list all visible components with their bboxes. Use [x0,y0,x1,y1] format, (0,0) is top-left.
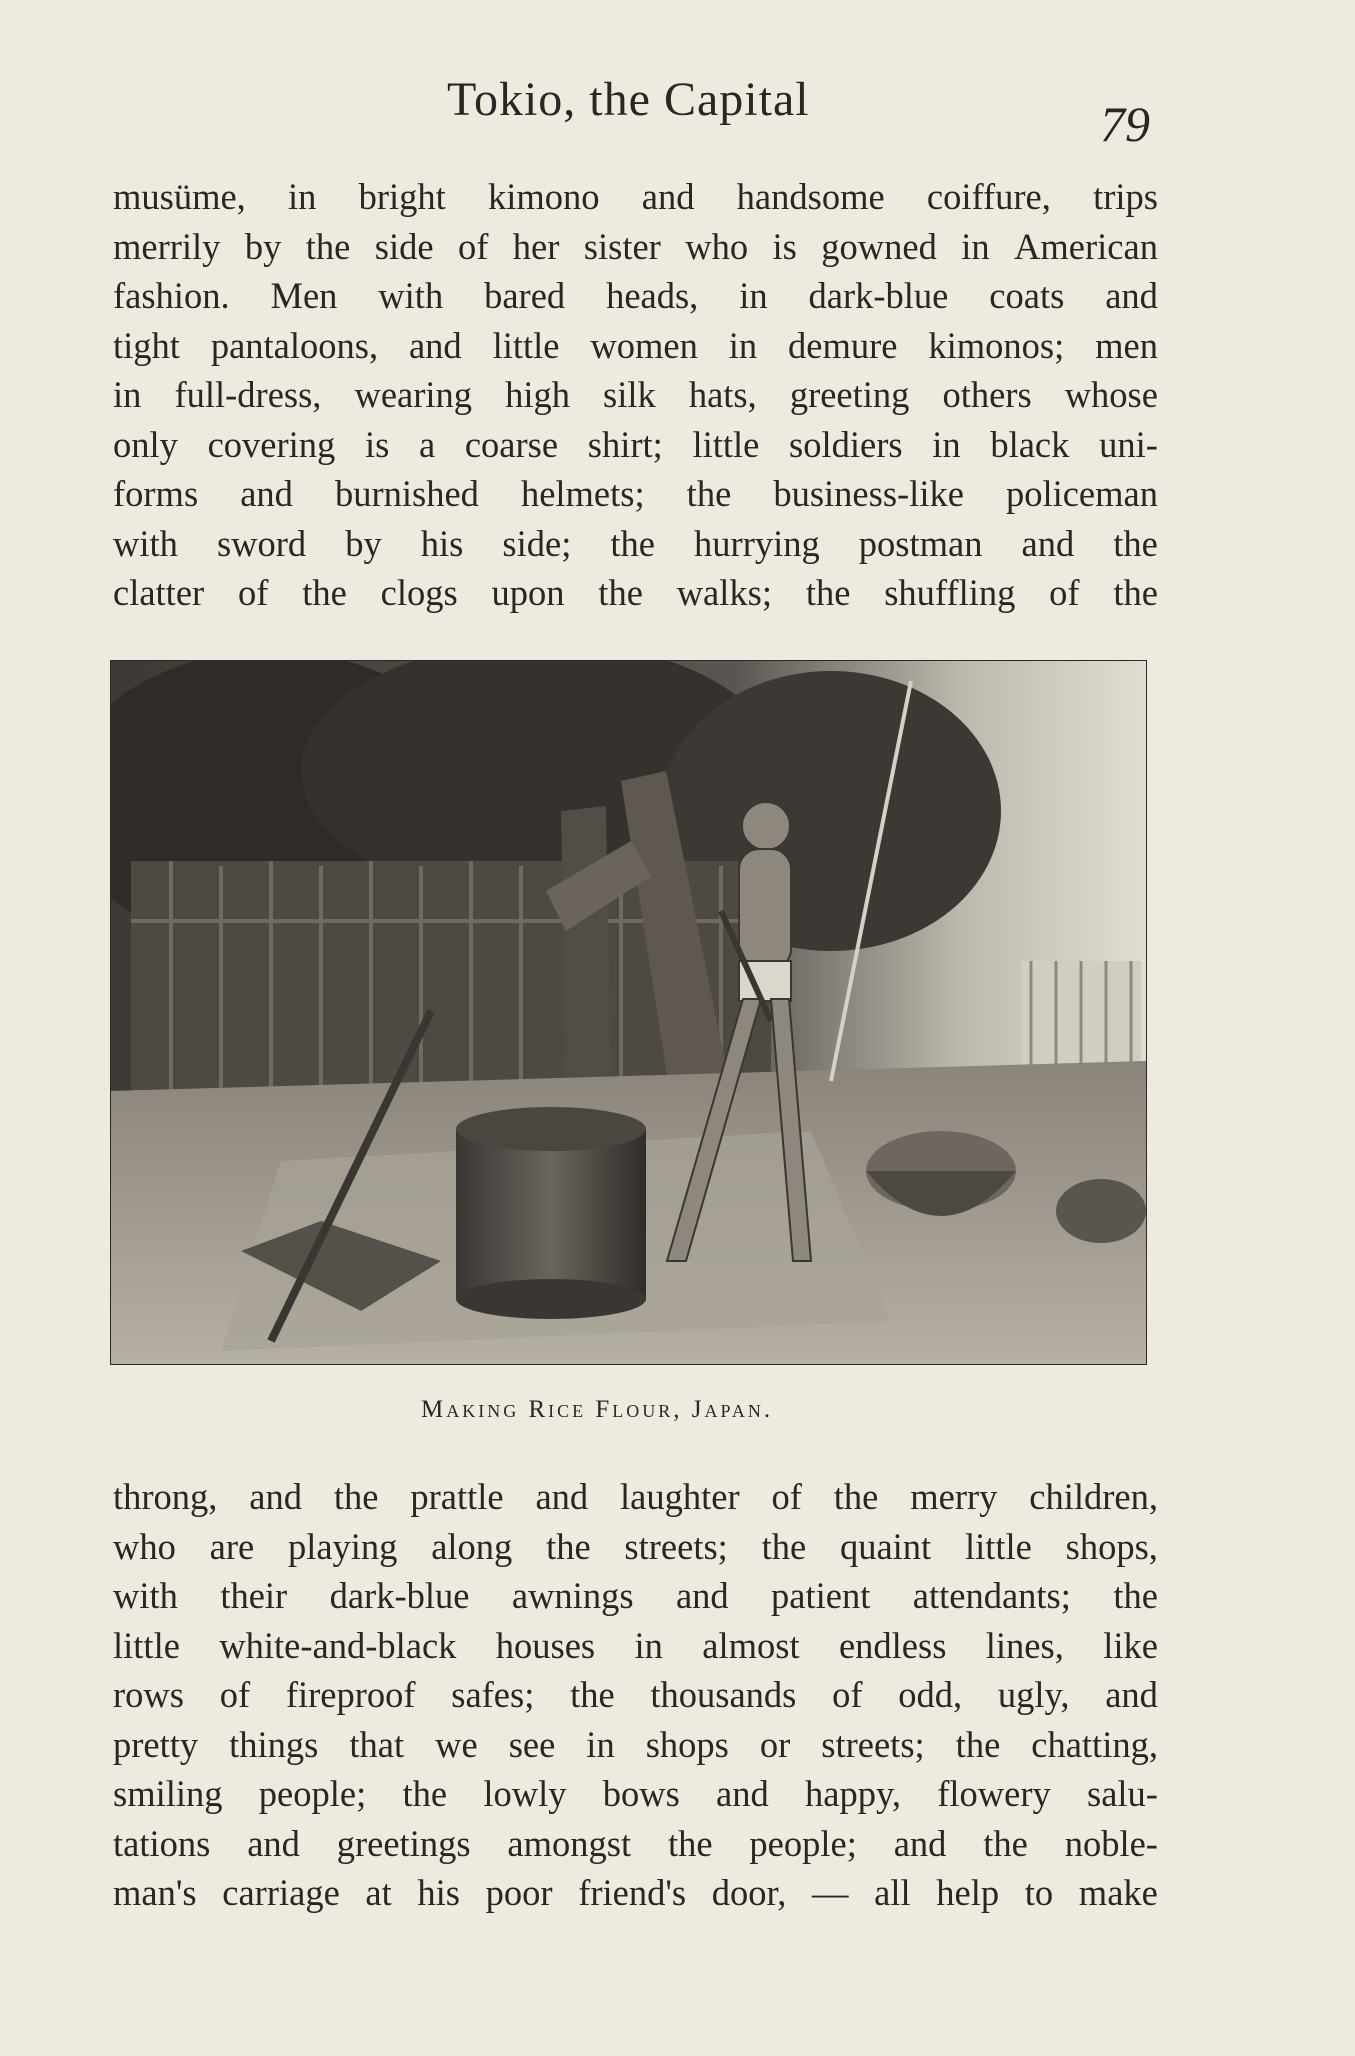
text-line: tight pantaloons, and little women in demure kimonos; men [113,324,1158,366]
text-line: musüme, in bright kimono and handsome coiffure, trips [113,176,1158,217]
text-line: fashion. Men with bared heads, in dark-blue coats and [113,275,1158,316]
text-line: with their dark-blue awnings and patient attendants; the [113,1575,1158,1616]
text-line: man's carriage at his poor friend's door, — all help to make [113,1872,1158,1913]
text-line: who are playing along the streets; the quaint little shops, [113,1525,1158,1567]
figure-caption: Making Rice Flour, Japan. [421,1396,774,1423]
text-line: rows of fireproof safes; the thousands of odd, ugly, and [113,1674,1158,1715]
text-line: tations and greetings amongst the people; and the noble- [113,1822,1158,1864]
text-line: forms and burnished helmets; the business-like policeman [113,473,1158,514]
text-line: pretty things that we see in shops or streets; the chatting, [113,1723,1158,1765]
text-line: clatter of the clogs upon the walks; the shuffling of the [113,572,1158,613]
text-line: smiling people; the lowly bows and happy, flowery salu- [113,1773,1158,1814]
body-text-bottom [113,1472,1158,1918]
text-line: merrily by the side of her sister who is gowned in American [113,225,1158,267]
text-line: little white-and-black houses in almost endless lines, like [113,1624,1158,1666]
halftone-photograph [110,660,1147,1365]
text-line: throng, and the prattle and laughter of the merry children, [113,1476,1158,1517]
text-line: with sword by his side; the hurrying postman and the [113,522,1158,564]
running-title: Tokio, the Capital [447,73,810,126]
text-line: only covering is a coarse shirt; little soldiers in black uni- [113,423,1158,465]
text-line: in full-dress, wearing high silk hats, greeting others whose [113,374,1158,415]
page-number: 79 [1100,96,1150,152]
body-text-top [113,172,1158,618]
